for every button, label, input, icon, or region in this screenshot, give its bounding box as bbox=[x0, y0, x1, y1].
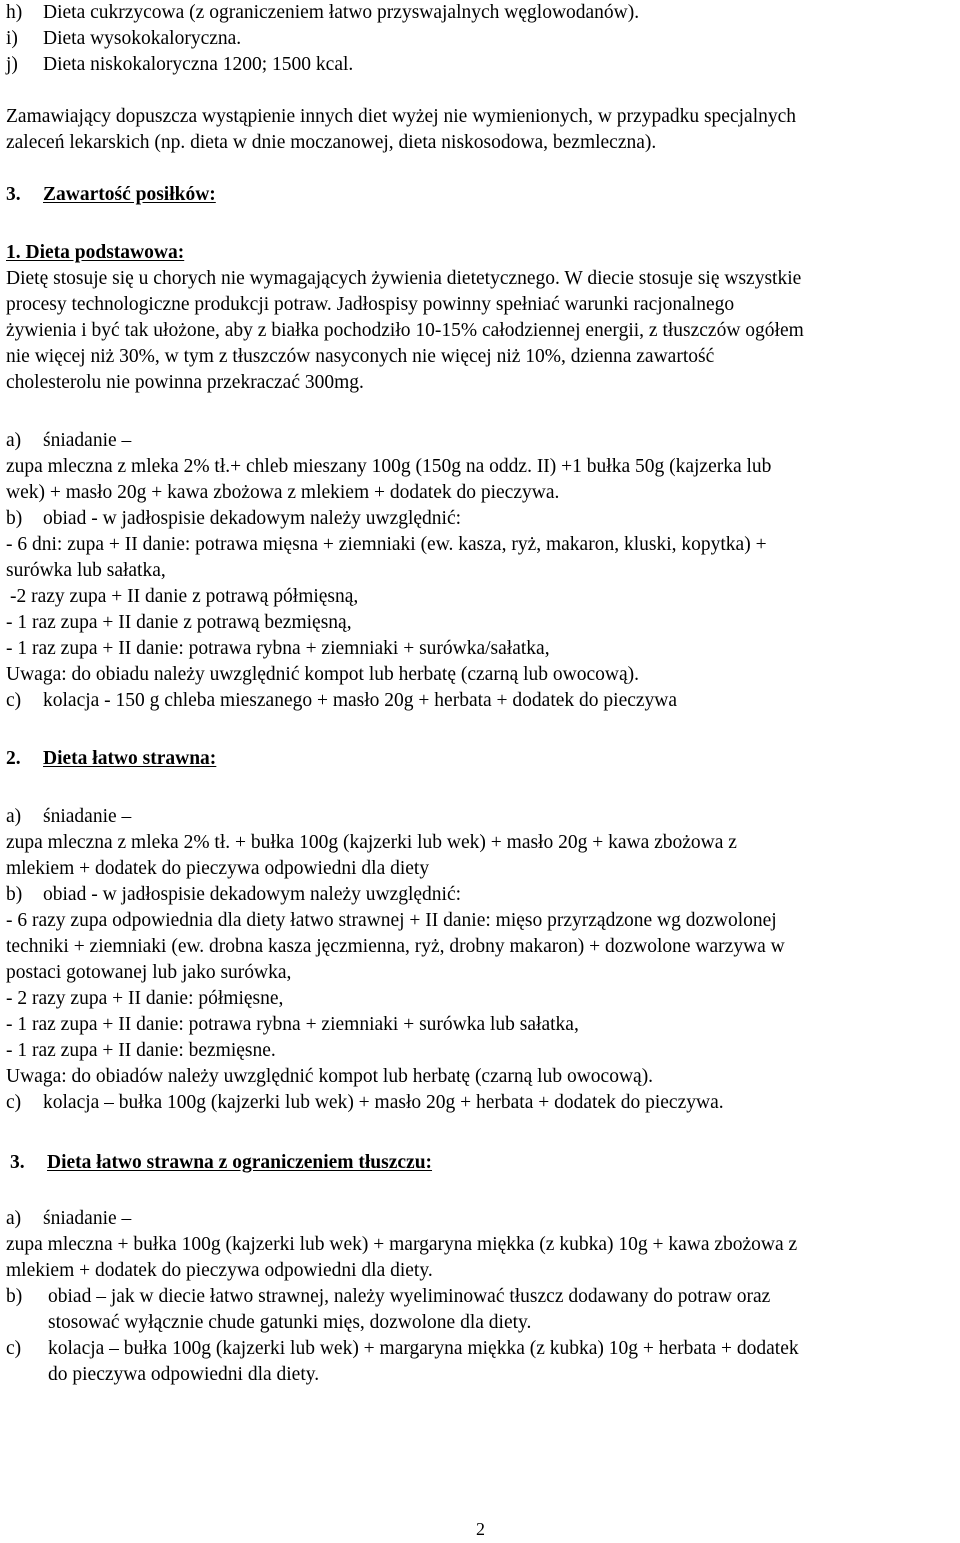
list-label: j) bbox=[6, 54, 18, 75]
section-title: Zawartość posiłków: bbox=[43, 184, 216, 205]
meal-line: mlekiem + dodatek do pieczywa odpowiedni dla diety. bbox=[6, 1260, 433, 1281]
list-label: h) bbox=[6, 2, 23, 23]
diet-paragraph-line: nie więcej niż 30%, w tym z tłuszczów nasyconych nie więcej niż 10%, dzienna zawartość bbox=[6, 346, 715, 367]
meal-label: a) bbox=[6, 1208, 22, 1229]
meal-line: wek) + masło 20g + kawa zbożowa z mlekiem + dodatek do pieczywa. bbox=[6, 482, 560, 503]
section-number: 3. bbox=[6, 184, 21, 205]
meal-line: - 1 raz zupa + II danie z potrawą bezmięsną, bbox=[6, 612, 352, 633]
meal-line: - 6 razy zupa odpowiednia dla diety łatwo strawnej + II danie: mięso przyrządzone wg dozwolonej bbox=[6, 910, 777, 931]
meal-line: - 1 raz zupa + II danie: bezmięsne. bbox=[6, 1040, 276, 1061]
diet-number: 2. bbox=[6, 748, 21, 769]
diet-paragraph-line: żywienia i być tak ułożone, aby z białka pochodziło 10-15% całodziennej energii, z tłuszczów ogółem bbox=[6, 320, 804, 341]
meal-title: obiad - w jadłospisie dekadowym należy uwzględnić: bbox=[43, 884, 462, 905]
diet-paragraph-line: Dietę stosuje się u chorych nie wymagających żywienia dietetycznego. W diecie stosuje się wszystkie bbox=[6, 268, 802, 289]
meal-line: techniki + ziemniaki (ew. drobna kasza jęczmienna, ryż, drobny makaron) + dozwolone warzywa w bbox=[6, 936, 785, 957]
list-item-text: Dieta cukrzycowa (z ograniczeniem łatwo przyswajalnych węglowodanów). bbox=[43, 2, 640, 23]
meal-line: - 6 dni: zupa + II danie: potrawa mięsna + ziemniaki (ew. kasza, ryż, makaron, kluski, kopytka) + bbox=[6, 534, 767, 555]
meal-line: kolacja – bułka 100g (kajzerki lub wek) + margaryna miękka (z kubka) 10g + herbata + dodatek bbox=[48, 1338, 799, 1359]
meal-line: - 2 razy zupa + II danie: półmięsne, bbox=[6, 988, 284, 1009]
meal-line: Uwaga: do obiadów należy uwzględnić kompot lub herbatę (czarną lub owocową). bbox=[6, 1066, 654, 1087]
intro-line: Zamawiający dopuszcza wystąpienie innych diet wyżej nie wymienionych, w przypadku specjalnych bbox=[6, 106, 797, 127]
page-number: 2 bbox=[476, 1519, 485, 1539]
meal-title: śniadanie – bbox=[43, 806, 132, 827]
diet-paragraph-line: procesy technologiczne produkcji potraw. Jadłospisy powinny spełniać warunki racjonalnego bbox=[6, 294, 735, 315]
meal-title: obiad - w jadłospisie dekadowym należy uwzględnić: bbox=[43, 508, 462, 529]
meal-label: b) bbox=[6, 508, 23, 529]
meal-label: a) bbox=[6, 430, 22, 451]
meal-line: zupa mleczna z mleka 2% tł. + bułka 100g (kajzerki lub wek) + masło 20g + kawa zbożowa z bbox=[6, 832, 737, 853]
meal-line: - 1 raz zupa + II danie: potrawa rybna + ziemniaki + surówka lub sałatka, bbox=[6, 1014, 579, 1035]
meal-label: c) bbox=[6, 690, 22, 711]
meal-line: Uwaga: do obiadu należy uwzględnić kompot lub herbatę (czarną lub owocową). bbox=[6, 664, 639, 685]
meal-line: - 1 raz zupa + II danie: potrawa rybna + ziemniaki + surówka/sałatka, bbox=[6, 638, 550, 659]
meal-line: postaci gotowanej lub jako surówka, bbox=[6, 962, 292, 983]
meal-line: zupa mleczna z mleka 2% tł.+ chleb mieszany 100g (150g na oddz. II) +1 bułka 50g (kajzerka lub bbox=[6, 456, 772, 477]
meal-title: śniadanie – bbox=[43, 430, 132, 451]
meal-line: zupa mleczna + bułka 100g (kajzerki lub wek) + margaryna miękka (z kubka) 10g + kawa zbożowa z bbox=[6, 1234, 798, 1255]
list-item-text: Dieta niskokaloryczna 1200; 1500 kcal. bbox=[43, 54, 354, 75]
diet-paragraph-line: cholesterolu nie powinna przekraczać 300mg. bbox=[6, 372, 364, 393]
meal-label: b) bbox=[6, 1286, 23, 1307]
diet-heading: Dieta łatwo strawna z ograniczeniem tłuszczu: bbox=[47, 1152, 433, 1173]
meal-label: c) bbox=[6, 1338, 22, 1359]
meal-line: do pieczywa odpowiedni dla diety. bbox=[48, 1364, 320, 1385]
diet-number: 3. bbox=[10, 1152, 25, 1173]
intro-line: zaleceń lekarskich (np. dieta w dnie moczanowej, dieta niskosodowa, bezmleczna). bbox=[6, 132, 657, 153]
meal-line: obiad – jak w diecie łatwo strawnej, należy wyeliminować tłuszcz dodawany do potraw oraz bbox=[48, 1286, 771, 1307]
list-item-text: Dieta wysokokaloryczna. bbox=[43, 28, 242, 49]
diet-heading: Dieta łatwo strawna: bbox=[43, 748, 217, 769]
meal-line: mlekiem + dodatek do pieczywa odpowiedni dla diety bbox=[6, 858, 430, 879]
meal-label: b) bbox=[6, 884, 23, 905]
meal-title: kolacja – bułka 100g (kajzerki lub wek) + masło 20g + herbata + dodatek do pieczywa. bbox=[43, 1092, 724, 1113]
meal-line: stosować wyłącznie chude gatunki mięs, dozwolone dla diety. bbox=[48, 1312, 532, 1333]
meal-line: surówka lub sałatka, bbox=[6, 560, 166, 581]
meal-title: śniadanie – bbox=[43, 1208, 132, 1229]
meal-label: c) bbox=[6, 1092, 22, 1113]
meal-line: -2 razy zupa + II danie z potrawą półmięsną, bbox=[10, 586, 359, 607]
list-label: i) bbox=[6, 28, 18, 49]
meal-title: kolacja - 150 g chleba mieszanego + masło 20g + herbata + dodatek do pieczywa bbox=[43, 690, 678, 711]
meal-label: a) bbox=[6, 806, 22, 827]
diet-heading: 1. Dieta podstawowa: bbox=[6, 242, 185, 263]
